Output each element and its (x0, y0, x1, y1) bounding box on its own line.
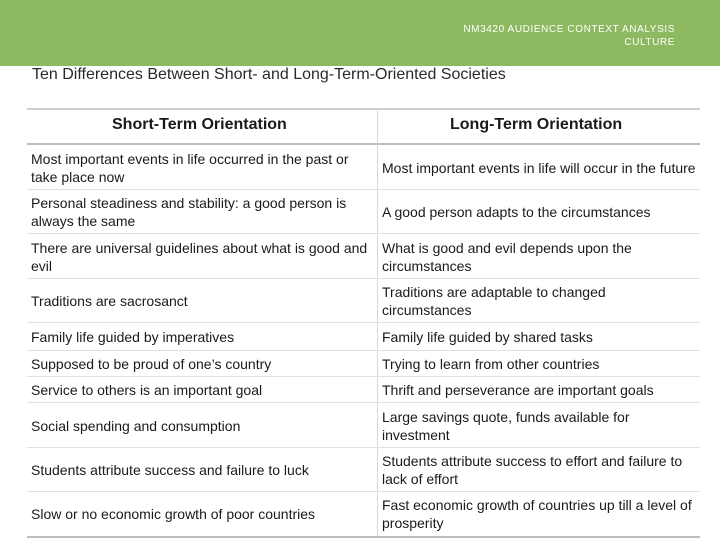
table-row (27, 234, 700, 279)
long-term-cell: Students attribute success to effort and failure to lack of effort (382, 453, 683, 487)
short-term-cell: Slow or no economic growth of poor countries (31, 506, 316, 522)
long-term-cell: Most important events in life will occur in the future (382, 159, 696, 176)
table-row (27, 351, 700, 377)
long-term-cell: Trying to learn from other countries (382, 356, 600, 372)
column-header-short-term: Short-Term Orientation (112, 116, 287, 133)
table-row (27, 145, 700, 190)
short-term-cell: Supposed to be proud of one’s country (31, 356, 272, 372)
table-row (27, 190, 700, 234)
short-term-cell: Service to others is an important goal (31, 382, 263, 398)
table-row (27, 448, 700, 492)
table-row (27, 492, 700, 536)
column-header-long-term: Long-Term Orientation (450, 116, 623, 133)
table-row (27, 403, 700, 448)
long-term-cell: A good person adapts to the circumstances (382, 204, 651, 220)
table-row (27, 323, 700, 351)
short-term-cell: Family life guided by imperatives (31, 329, 235, 345)
header-topic: CULTURE (624, 37, 675, 48)
short-term-cell: Students attribute success and failure to luck (31, 462, 309, 478)
table-row (27, 279, 700, 323)
short-term-cell: Traditions are sacrosanct (31, 293, 188, 309)
header-text (463, 23, 675, 49)
long-term-cell: Large savings quote, funds available for investment (382, 408, 630, 443)
short-term-cell: Social spending and consumption (31, 417, 241, 434)
long-term-cell: Traditions are adaptable to changed circumstances (382, 284, 606, 318)
short-term-cell: Personal steadiness and stability: a good person is always the same (31, 195, 347, 229)
short-term-cell: There are universal guidelines about what is good and evil (31, 239, 368, 274)
short-term-cell: Most important events in life occurred in the past or take place now (31, 150, 349, 185)
long-term-cell: Family life guided by shared tasks (382, 329, 593, 345)
header-course-title: NM3420 AUDIENCE CONTEXT ANALYSIS (463, 24, 675, 35)
bottom-rule (27, 536, 700, 538)
table-row (27, 377, 700, 403)
table-title: Ten Differences Between Short- and Long-Term-Oriented Societies (32, 66, 506, 83)
long-term-cell: Fast economic growth of countries up till a level of prosperity (382, 497, 692, 531)
title-rule (27, 108, 700, 110)
long-term-cell: What is good and evil depends upon the circumstances (382, 239, 632, 274)
long-term-cell: Thrift and perseverance are important goals (382, 382, 654, 398)
